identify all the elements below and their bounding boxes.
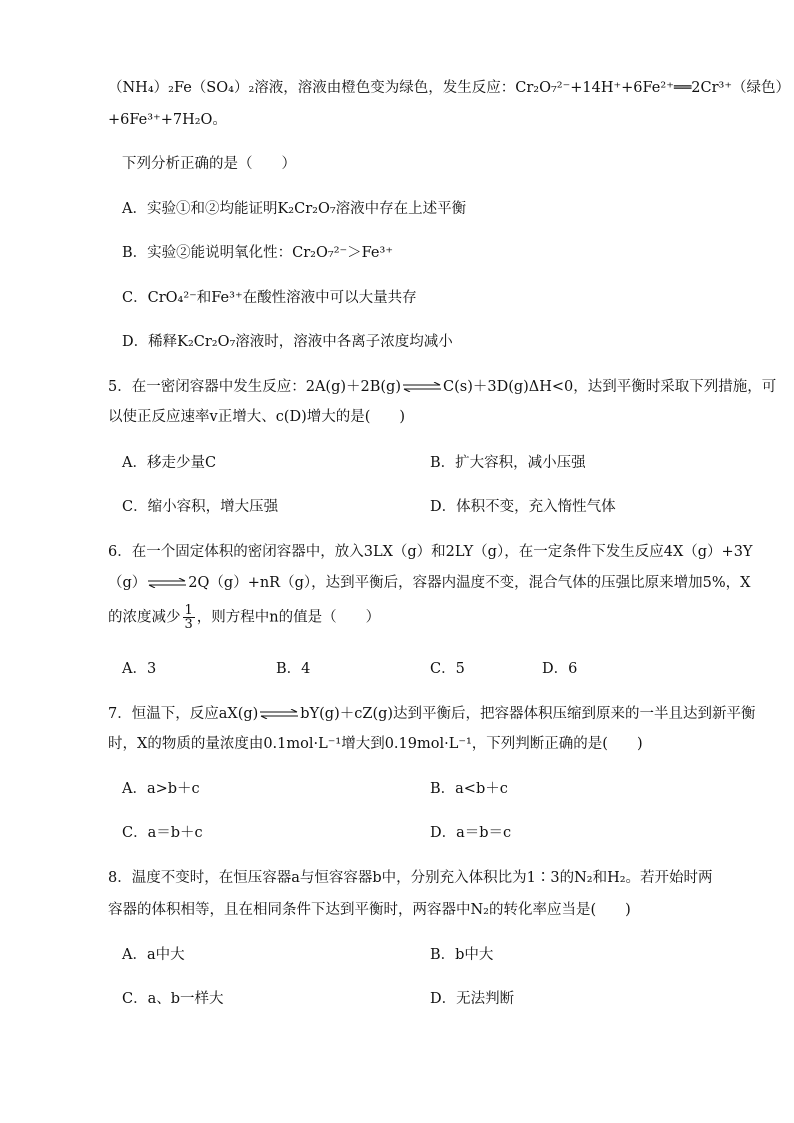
q7-option-b: B．a<b＋c [430, 781, 508, 797]
q6-text-b: 2Q（g）+nR（g），达到平衡后，容器内温度不变，混合气体的压强比原来增加5%，X [188, 575, 751, 591]
q4-option-d: D．稀释K₂Cr₂O₇溶液时，溶液中各离子浓度均减小 [122, 334, 453, 350]
fraction-numerator: 1 [184, 603, 193, 618]
q4-option-b: B．实验②能说明氧化性：Cr₂O₇²⁻＞Fe³⁺ [122, 245, 393, 261]
q7-text-a: 7．恒温下，反应aX(g) [108, 706, 259, 722]
intro-line-2: +6Fe³⁺+7H₂O。 [108, 112, 227, 128]
q6-line-3 [108, 604, 734, 631]
q7-line-2: 时，X的物质的量浓度由0.1mol·L⁻¹增大到0.19mol·L⁻¹，下列判断正确的是( ) [108, 736, 643, 752]
q4-option-c: C．CrO₄²⁻和Fe³⁺在酸性溶液中可以大量共存 [122, 290, 417, 306]
q7-option-c: C．a＝b＋c [122, 825, 203, 841]
q6-option-a: A．3 [122, 661, 157, 677]
q5-option-c: C．缩小容积，增大压强 [122, 499, 279, 515]
q5-option-d: D．体积不变，充入惰性气体 [430, 499, 616, 515]
q5-option-a: A．移走少量C [122, 455, 217, 471]
intro-line-1: （NH₄）₂Fe（SO₄）₂溶液，溶液由橙色变为绿色，发生反应：Cr₂O₇²⁻+14H⁺+6Fe²⁺══2Cr³⁺（绿色） [108, 80, 791, 96]
q7-option-a: A．a>b＋c [122, 781, 200, 797]
q5-line-1 [108, 376, 777, 398]
q8-option-b: B．b中大 [430, 947, 494, 963]
equilibrium-arrow-icon [402, 382, 442, 392]
q6-text-a: （g） [108, 575, 147, 591]
q8-line-2: 容器的体积相等，且在相同条件下达到平衡时，两容器中N₂的转化率应当是( ) [108, 902, 631, 918]
q6-text-c: 的浓度减少 [108, 609, 181, 626]
q6-option-c: C．5 [430, 661, 465, 677]
q5-text-b: C(s)＋3D(g)ΔH<0，达到平衡时采取下列措施，可 [443, 379, 777, 395]
q6-option-b: B．4 [276, 661, 311, 677]
q7-line-1 [108, 703, 756, 725]
q7-option-d: D．a＝b＝c [430, 825, 512, 841]
q6-text-d: ，则方程中n的值是（ ） [196, 609, 381, 626]
equilibrium-arrow-icon [147, 578, 187, 588]
q5-text-a: 5．在一密闭容器中发生反应：2A(g)＋2B(g) [108, 379, 401, 395]
q4-option-a: A．实验①和②均能证明K₂Cr₂O₇溶液中存在上述平衡 [122, 201, 467, 217]
q4-stem: 下列分析正确的是（ ） [122, 156, 296, 172]
q6-option-d: D．6 [542, 661, 578, 677]
equilibrium-arrow-icon [259, 709, 299, 719]
q6-line-2 [108, 572, 751, 594]
q5-option-b: B．扩大容积，减小压强 [430, 455, 586, 471]
fraction-denominator: 3 [184, 617, 193, 632]
fraction [183, 604, 195, 631]
q6-line-1: 6．在一个固定体积的密闭容器中，放入3LX（g）和2LY（g），在一定条件下发生反应4X（g）+3Y [108, 544, 753, 560]
q8-option-d: D．无法判断 [430, 991, 515, 1007]
q5-line-2: 以使正反应速率v正增大、c(D)增大的是( ) [108, 409, 406, 425]
q8-option-c: C．a、b一样大 [122, 991, 224, 1007]
q8-option-a: A．a中大 [122, 947, 185, 963]
q8-line-1: 8．温度不变时，在恒压容器a与恒容容器b中，分别充入体积比为1∶3的N₂和H₂。若开始时两 [108, 870, 713, 886]
q7-text-b: bY(g)＋cZ(g)达到平衡后，把容器体积压缩到原来的一半且达到新平衡 [300, 706, 756, 722]
